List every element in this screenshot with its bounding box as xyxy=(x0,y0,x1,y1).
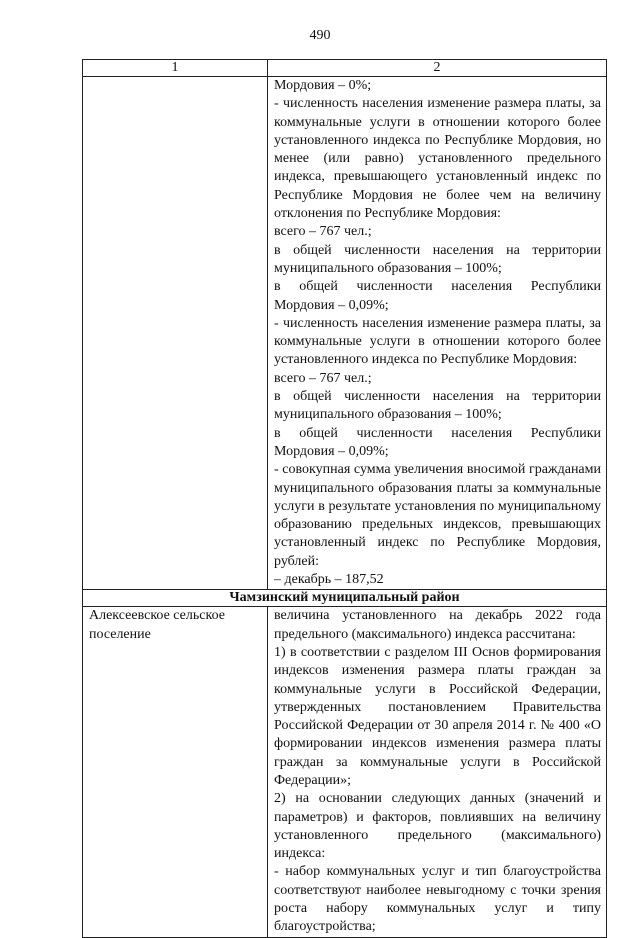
row1-line-2: всего – 767 чел.; xyxy=(274,224,372,240)
row1-line-5: - численность населения изменение размера платы, за коммунальные услуги в отношении которого более установленного индекса по Республике Мордовия: xyxy=(274,315,601,368)
row1-line-7: в общей численности населения на территории муниципального образования – 100%; xyxy=(274,389,601,423)
row1-line-10: – декабрь – 187,52 xyxy=(274,572,384,588)
table-row xyxy=(83,77,607,590)
page-number: 490 xyxy=(309,28,331,43)
row1-left-cell xyxy=(83,77,268,590)
column-header-2: 2 xyxy=(268,60,607,77)
row1-line-1: - численность населения изменение размера платы, за коммунальные услуги в отношении которого более установленного индекса по Республике Мордовия, но менее (или равно) установленного предельного индекса, превышающего установленный индекс по Республике Мордовия не более чем на величину отклонения по Республике Мордовия: xyxy=(274,96,601,222)
row1-line-8: в общей численности населения Республики Мордовия – 0,09%; xyxy=(274,425,601,459)
row1-line-0: Мордовия – 0%; xyxy=(274,78,372,93)
row2-line-2: 2) на основании следующих данных (значений и параметров) и факторов, повлиявших на величину установленного предельного (максимального) индекса: xyxy=(274,791,601,862)
row2-line-3: - набор коммунальных услуг и тип благоустройства соответствуют наиболее невыгодному с точки зрения роста набору коммунальных услуг и типу благоустройства; xyxy=(274,864,601,935)
row1-line-9: - совокупная сумма увеличения вносимой гражданами муниципального образования платы за коммунальные услуги в результате установления по муниципальному образованию предельных индексов, превышающих установленный индекс по Республике Мордовия, рублей: xyxy=(274,462,601,569)
row1-right-cell xyxy=(268,77,607,590)
section-title: Чамзинский муниципальный район xyxy=(83,590,607,607)
row1-line-3: в общей численности населения на территории муниципального образования – 100%; xyxy=(274,242,601,276)
document-table xyxy=(82,59,607,938)
table-row xyxy=(83,607,607,937)
column-header-1: 1 xyxy=(83,60,268,77)
row2-right-cell xyxy=(268,607,607,937)
row1-line-4: в общей численности населения Республики Мордовия – 0,09%; xyxy=(274,279,601,313)
table-header-row xyxy=(83,60,607,77)
row1-line-6: всего – 767 чел.; xyxy=(274,370,372,386)
row2-line-0: величина установленного на декабрь 2022 года предельного (максимального) индекса рассчитана: xyxy=(274,608,601,642)
section-row xyxy=(83,590,607,607)
row2-left-cell: Алексеевское сельское поселение xyxy=(83,607,268,937)
row2-line-1: 1) в соответствии с разделом III Основ формирования индексов изменения размера платы граждан за коммунальные услуги в Российской Федерации, утвержденных постановлением Правительства Российской Федерации от 30 апреля 2014 г. № 400 «О формировании индексов изменения размера платы граждан за коммунальные услуги в Российской Федерации»; xyxy=(274,644,601,788)
